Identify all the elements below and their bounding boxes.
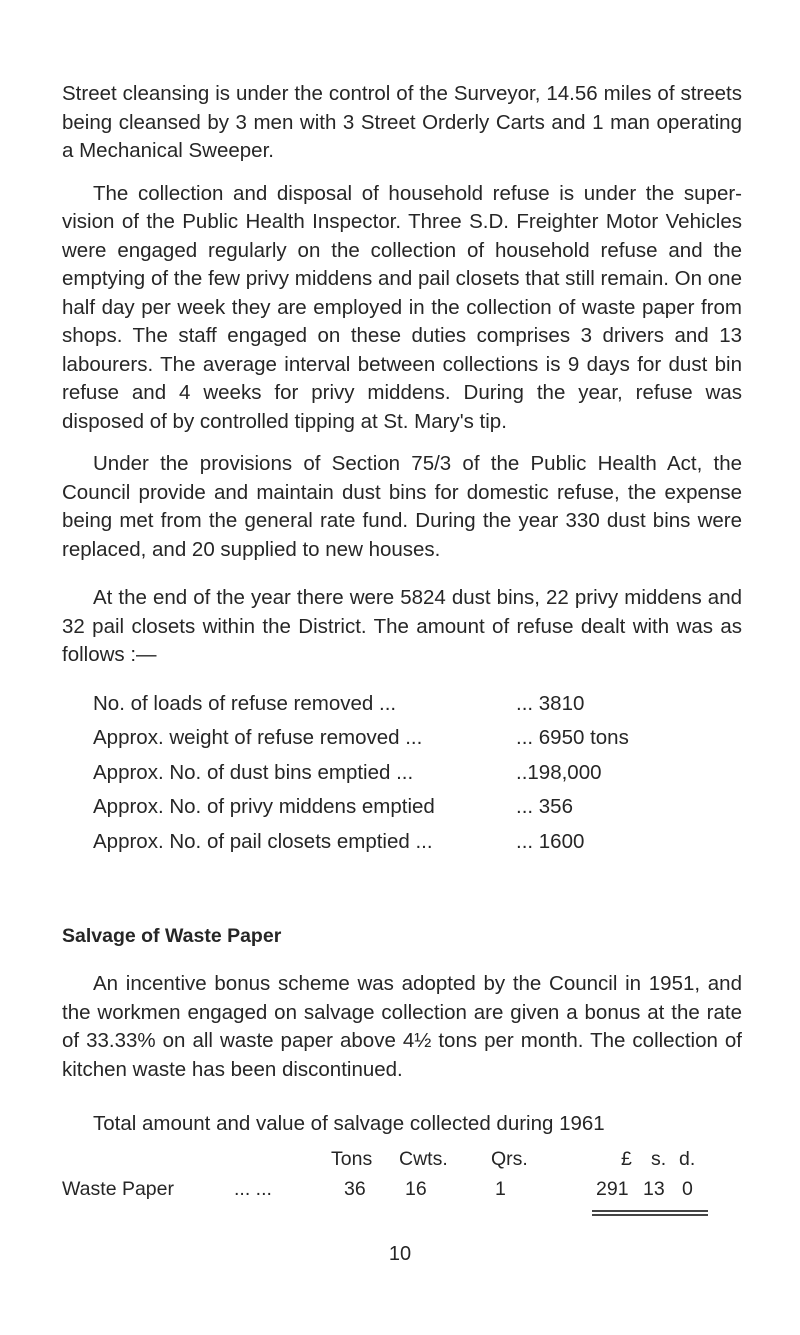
stat-value: ... 356 (516, 795, 573, 818)
column-header-qrs: Qrs. (491, 1148, 528, 1170)
document-page (62, 80, 742, 1228)
column-header-cwts: Cwts. (399, 1148, 448, 1170)
cell-qrs: 1 (495, 1178, 506, 1200)
paragraph-dust-bins-provision: Under the provisions of Section 75/3 of the Public Health Act, the Council provide and maintain dust bins for domestic refuse, the expense being met from the general rate fund. During the year 330 dust bins were replaced, and 20 supplied to new houses. (62, 452, 742, 561)
stat-row (93, 721, 742, 756)
paragraph-year-end-totals: At the end of the year there were 5824 dust bins, 22 privy middens and 32 pail closets within the District. The amount of refuse dealt with was as follows :— (62, 586, 742, 666)
salvage-heading: Salvage of Waste Paper (62, 925, 282, 947)
cell-pence: 0 (682, 1178, 693, 1200)
stat-label: No. of loads of refuse removed ... (93, 691, 397, 715)
stat-label: Approx. weight of refuse removed ... (93, 726, 423, 749)
stat-row (93, 790, 742, 825)
column-header-shillings: s. (651, 1148, 667, 1170)
total-underline-top (592, 1210, 708, 1212)
stat-label: Approx. No. of dust bins emptied ... (93, 760, 414, 784)
stat-label: Approx. No. of privy middens emptied (93, 795, 435, 818)
paragraph-salvage-bonus: An incentive bonus scheme was adopted by the Council in 1951, and the workmen engaged on salvage collection are given a bonus at the rate of 33.33% on all waste paper above 4½ tons per month. The collection of kitchen waste has been discontinued. (62, 972, 742, 1081)
cell-tons: 36 (344, 1178, 366, 1200)
column-header-pence: d. (679, 1148, 696, 1170)
cell-cwts: 16 (405, 1178, 427, 1200)
stat-value: ... 6950 tons (516, 726, 629, 749)
cell-shillings: 13 (643, 1178, 665, 1200)
salvage-table-title: Total amount and value of salvage collected during 1961 (93, 1112, 605, 1135)
total-underline-bottom (592, 1214, 708, 1216)
column-header-pounds: £ (621, 1148, 632, 1170)
row-leader-dots: ... ... (234, 1178, 272, 1200)
column-header-tons: Tons (331, 1148, 373, 1170)
stat-label: Approx. No. of pail closets emptied ... (93, 829, 433, 853)
paragraph-street-cleansing: Street cleansing is under the control of the Surveyor, 14.56 miles of streets being cleansed by 3 men with 3 Street Orderly Carts and 1 man operating a Mechanical Sweeper. (62, 82, 742, 162)
row-label-waste-paper: Waste Paper (62, 1178, 174, 1200)
stat-row (93, 825, 742, 860)
refuse-statistics-list (93, 687, 742, 860)
paragraph-refuse-collection: The collection and disposal of household refuse is under the super- vision of the Public Health Inspector. Three S.D. Freighter Motor Vehicles were engaged regularly on the collection of household refuse and the emptying of the few privy middens and pail closets that still remain. On one half day per week they are employed in the collection of waste paper from shops. The staff engaged on these duties comprises 3 drivers and 13 labourers. The average interval between collections is 9 days for dust bin refuse and 4 weeks for privy middens. During the year, refuse was disposed of by controlled tipping at St. Mary's tip. (62, 181, 742, 433)
stat-value: ... 3810 (516, 691, 585, 715)
page-number: 10 (388, 1243, 412, 1265)
stat-value: ..198,000 (516, 760, 602, 784)
stat-value: ... 1600 (516, 829, 585, 853)
cell-pounds: 291 (596, 1178, 629, 1200)
stat-row (93, 756, 742, 791)
salvage-table (62, 1148, 742, 1228)
stat-row (93, 687, 742, 722)
